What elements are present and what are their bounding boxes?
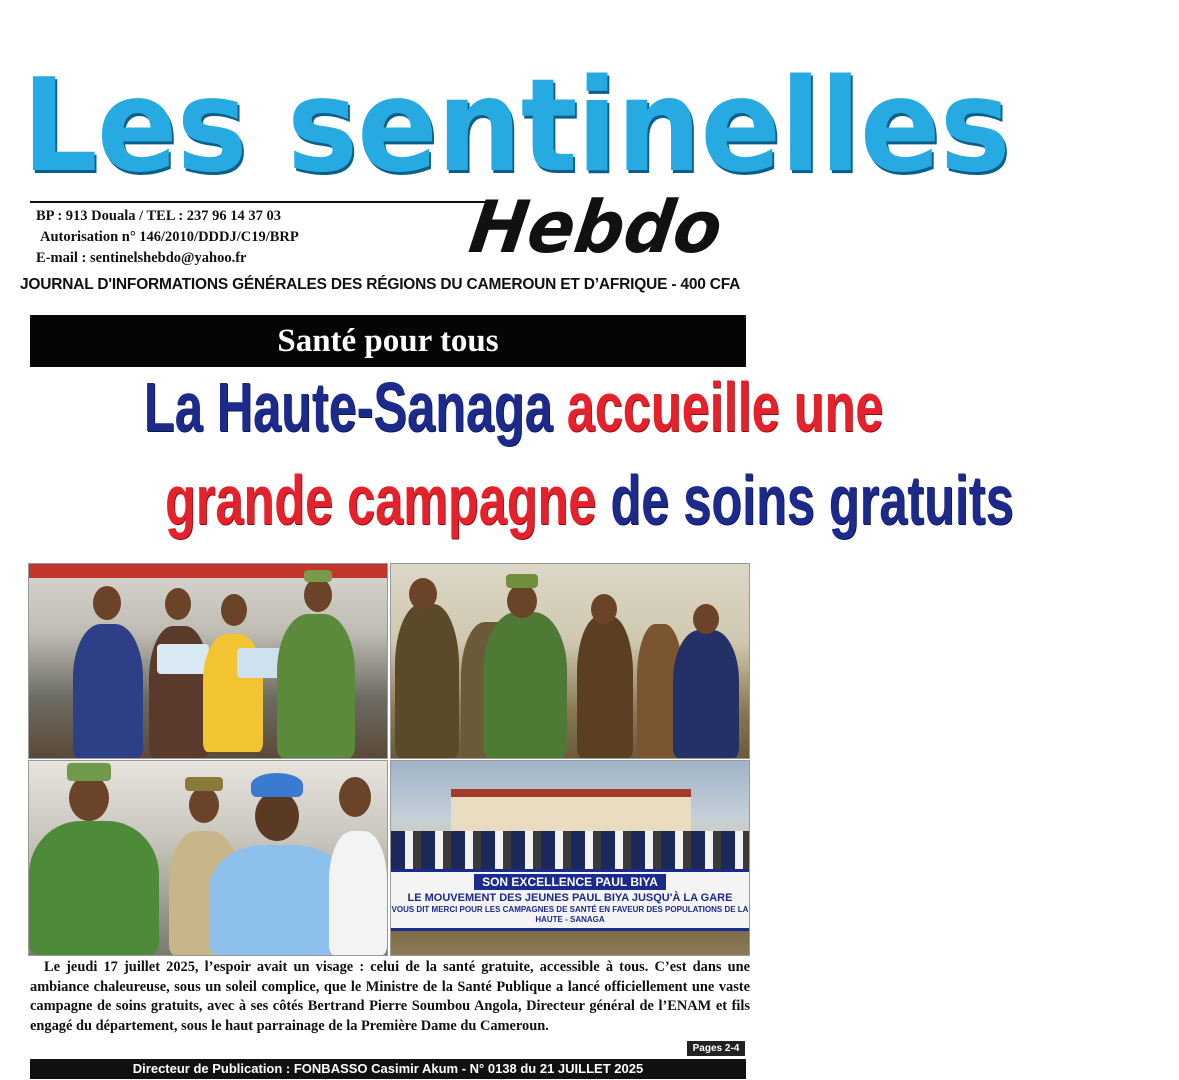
tagline: JOURNAL D'INFORMATIONS GÉNÉRALES DES RÉGIONS DU CAMEROUN ET D’AFRIQUE - 400 CFA xyxy=(20,276,741,293)
contact-block xyxy=(36,206,466,269)
contact-email: E-mail : sentinelshebdo@yahoo.fr xyxy=(36,250,247,266)
masthead-divider xyxy=(30,201,485,203)
photo-banner xyxy=(391,869,749,931)
headline-part-red: accueille une xyxy=(566,368,884,446)
photo-youth-movement xyxy=(390,760,750,956)
banner-message: VOUS DIT MERCI POUR LES CAMPAGNES DE SANTÉ EN FAVEUR DES POPULATIONS DE LA HAUTE - SANAGA xyxy=(391,905,749,924)
photo-donation-ceremony xyxy=(28,563,388,759)
headline-line-2 xyxy=(0,461,1014,539)
photo-dignitaries-meeting xyxy=(390,563,750,759)
banner-title: SON EXCELLENCE PAUL BIYA xyxy=(474,874,666,890)
photo-medical-staff xyxy=(28,760,388,956)
banner-subtitle: LE MOUVEMENT DES JEUNES PAUL BIYA JUSQU'À LA GARE xyxy=(407,892,733,904)
contact-address: BP : 913 Douala / TEL : 237 96 14 37 03 xyxy=(36,208,282,224)
masthead-subtitle: Hebdo xyxy=(464,185,728,269)
contact-authorization: Autorisation n° 146/2010/DDDJ/C19/BRP xyxy=(40,229,299,245)
masthead-title: Les sentinelles xyxy=(22,52,1010,201)
headline-line-1 xyxy=(0,368,884,446)
publication-footer: Directeur de Publication : FONBASSO Casimir Akum - N° 0138 du 21 JUILLET 2025 xyxy=(30,1059,746,1079)
headline-part-red: grande campagne xyxy=(165,461,597,539)
kicker-banner: Santé pour tous xyxy=(30,315,746,367)
pages-reference: Pages 2-4 xyxy=(687,1041,745,1056)
headline-part-blue: La Haute-Sanaga xyxy=(143,368,553,446)
article-lead: Le jeudi 17 juillet 2025, l’espoir avait un visage : celui de la santé gratuite, accessible à tous. C’est dans une ambiance chaleureuse, sous un soleil complice, que le Ministre de la Santé Publique a lancé officiellement une vaste campagne de soins gratuits, avec à ses côtés Bertrand Pierre Soumbou Angola, Directeur général de l’ENAM et fils engagé du département, sous le haut parrainage de la Première Dame du Cameroun. xyxy=(30,959,750,1034)
headline-part-blue: de soins gratuits xyxy=(610,461,1014,539)
